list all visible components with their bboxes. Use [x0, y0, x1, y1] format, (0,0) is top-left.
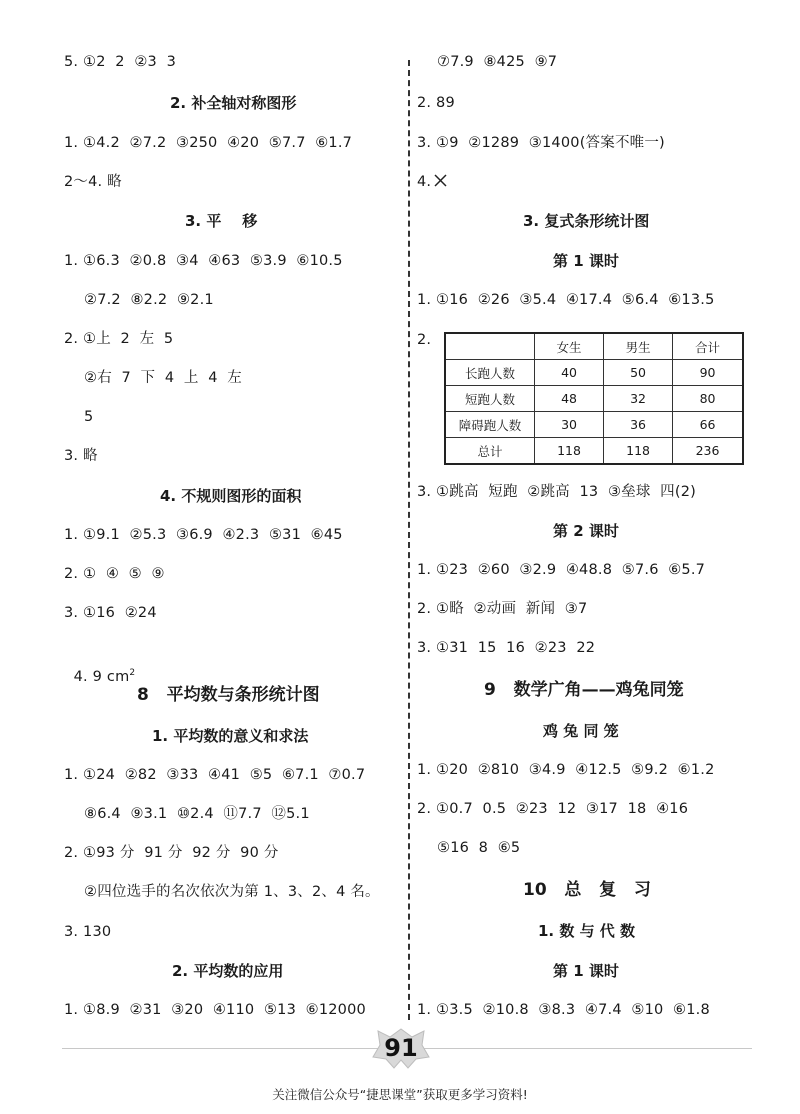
answer-line: 1. ①24 ②82 ③33 ④41 ⑤5 ⑥7.1 ⑦0.7	[64, 767, 366, 783]
answer-line: 5	[84, 409, 94, 425]
table-cell: 总计	[445, 438, 535, 465]
lesson-heading: 第 1 课时	[553, 962, 619, 980]
table-row	[445, 360, 743, 386]
answer-line	[64, 643, 135, 687]
table-cell: 90	[673, 360, 743, 386]
answer-line: 1. ①20 ②810 ③4.9 ④12.5 ⑤9.2 ⑥1.2	[417, 762, 715, 778]
answer-line: 3. 略	[64, 448, 98, 464]
table-cell: 障碍跑人数	[445, 412, 535, 438]
table-cell: 短跑人数	[445, 386, 535, 412]
table-header-row	[445, 333, 743, 360]
answer-line: 3. ①9 ②1289 ③1400(答案不唯一)	[417, 135, 665, 151]
table-cell: 50	[604, 360, 673, 386]
table-cell: 男生	[604, 333, 673, 360]
table-cell	[445, 333, 535, 360]
section-heading: 3. 复式条形统计图	[523, 212, 650, 230]
answer-line: 1. ①8.9 ②31 ③20 ④110 ⑤13 ⑥12000	[64, 1002, 366, 1018]
answer-line: 1. ①6.3 ②0.8 ③4 ④63 ⑤3.9 ⑥10.5	[64, 253, 343, 269]
answer-line: 2. ①上 2 左 5	[64, 331, 174, 347]
answer-line: 1. ①4.2 ②7.2 ③250 ④20 ⑤7.7 ⑥1.7	[64, 135, 353, 151]
footer-note: 关注微信公众号“捷思课堂”获取更多学习资料!	[272, 1087, 528, 1102]
table-row	[445, 386, 743, 412]
lesson-heading: 第 1 课时	[553, 252, 619, 270]
statistics-table	[444, 332, 744, 465]
answer-line: ②右 7 下 4 上 4 左	[84, 370, 242, 386]
answer-line: ⑤16 8 ⑥5	[437, 840, 521, 856]
section-heading: 1. 平均数的意义和求法	[152, 727, 309, 745]
lesson-heading: 第 2 课时	[553, 522, 619, 540]
page-number: 91	[384, 1034, 418, 1062]
answer-line: 1. ①23 ②60 ③2.9 ④48.8 ⑤7.6 ⑥5.7	[417, 562, 706, 578]
column-divider	[408, 60, 410, 1020]
section-heading: 鸡 兔 同 笼	[543, 722, 619, 740]
answer-line: 2. ①0.7 0.5 ②23 12 ③17 18 ④16	[417, 801, 689, 817]
table-cell: 女生	[535, 333, 604, 360]
table-cell: 30	[535, 412, 604, 438]
answer-line: 3. ①31 15 16 ②23 22	[417, 640, 596, 656]
section-heading: 2. 补全轴对称图形	[170, 94, 297, 112]
table-row	[445, 412, 743, 438]
answer-line: ⑦7.9 ⑧425 ⑨7	[437, 54, 558, 70]
table-cell: 80	[673, 386, 743, 412]
section-heading: 1. 数 与 代 数	[538, 922, 636, 940]
table-cell: 236	[673, 438, 743, 465]
table-cell: 长跑人数	[445, 360, 535, 386]
table-cell: 合计	[673, 333, 743, 360]
chapter-heading: 8 平均数与条形统计图	[137, 685, 320, 705]
chapter-heading: 9 数学广角——鸡兔同笼	[484, 680, 684, 700]
table-cell: 118	[535, 438, 604, 465]
answer-line: 4.	[417, 174, 432, 190]
section-heading: 2. 平均数的应用	[172, 962, 284, 980]
table-cell: 118	[604, 438, 673, 465]
table-cell: 66	[673, 412, 743, 438]
chapter-heading: 10 总 复 习	[523, 880, 651, 900]
table-cell: 32	[604, 386, 673, 412]
answer-text: 4. 9 cm	[73, 668, 130, 685]
answer-line: ②四位选手的名次依次为第 1、3、2、4 名。	[84, 884, 380, 900]
table-cell: 48	[535, 386, 604, 412]
answer-line: 2. ①略 ②动画 新闻 ③7	[417, 601, 588, 617]
answer-line: 3. ①跳高 短跑 ②跳高 13 ③垒球 四(2)	[417, 484, 697, 500]
answer-line: 5. ①2 2 ②3 3	[64, 54, 176, 70]
answer-line: 2.	[417, 332, 432, 348]
answer-line: ②7.2 ⑧2.2 ⑨2.1	[84, 292, 214, 308]
answer-line: 2～4. 略	[64, 174, 122, 190]
cross-icon	[433, 173, 448, 188]
answer-line: 3. 130	[64, 924, 112, 940]
answer-line: 2. ① ④ ⑤ ⑨	[64, 566, 165, 582]
table-cell: 40	[535, 360, 604, 386]
table-row	[445, 438, 743, 465]
answer-line: 2. ①93 分 91 分 92 分 90 分	[64, 845, 279, 861]
section-heading: 4. 不规则图形的面积	[160, 487, 302, 505]
section-heading: 3. 平 移	[185, 212, 258, 230]
answer-line: 3. ①16 ②24	[64, 605, 157, 621]
answer-line: 2. 89	[417, 95, 455, 111]
table-cell: 36	[604, 412, 673, 438]
superscript: 2	[129, 668, 136, 678]
answer-line: 1. ①9.1 ②5.3 ③6.9 ④2.3 ⑤31 ⑥45	[64, 527, 343, 543]
answer-line: 1. ①3.5 ②10.8 ③8.3 ④7.4 ⑤10 ⑥1.8	[417, 1002, 710, 1018]
answer-line: 1. ①16 ②26 ③5.4 ④17.4 ⑤6.4 ⑥13.5	[417, 292, 715, 308]
answer-line: ⑧6.4 ⑨3.1 ⑩2.4 ⑪7.7 ⑫5.1	[84, 806, 310, 822]
